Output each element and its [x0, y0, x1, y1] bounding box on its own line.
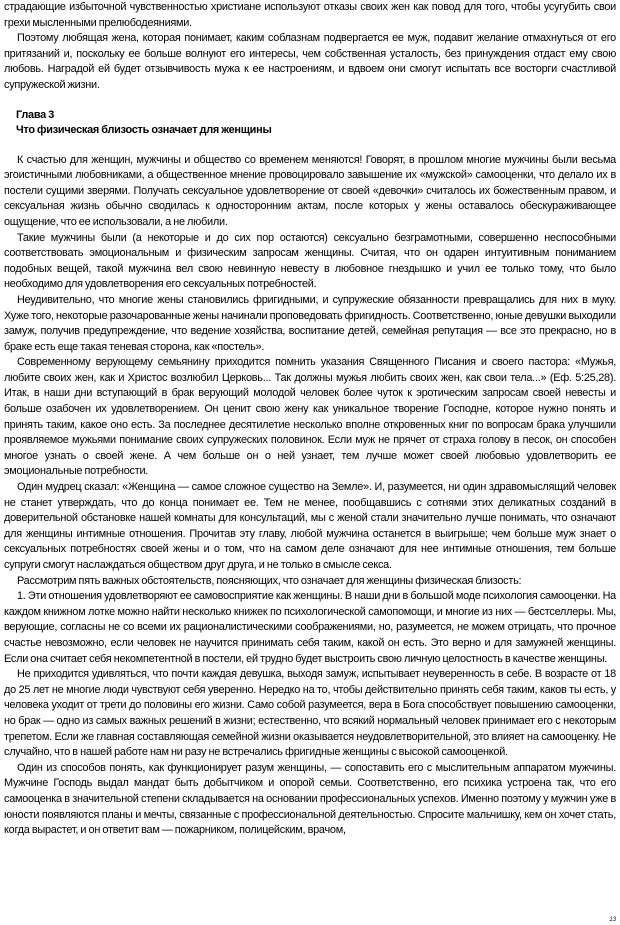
paragraph: Неудивительно, что многие жены становились фригидными, и супружеские обязанности превращались для них в муку. Хуже того, некоторые разочарованные жены начинали проповедовать фригидность. Соответственно, юные девушки выходили замуж, получив предупреждение, что ведение хозяйства, воспитание детей, семейная репутация — все это прекрасно, но в браке есть еще такая теневая сторона, как «постель». — [4, 293, 616, 353]
chapter-title: Что физическая близость означает для женщины — [16, 123, 272, 136]
paragraph: Такие мужчины были (а некоторые и до сих пор остаются) сексуально безграмотными, совершенно неспособными соответствовать эмоциональным и физическим запросам женщины. Считая, что он одарен интуитивным пониманием подобных вещей, такой мужчина вел свою невинную невесту в любовное гнездышко и учил ее только тому, что было необходимо для удовлетворения его сексуальных потребностей. — [4, 231, 616, 291]
paragraph: Один из способов понять, как функционирует разум женщины, — сопоставить его с мыслительным аппаратом мужчины. Мужчине Господь выдал мандат быть добытчиком и опорой семьи. Соответственно, его психика устроена так, что его самооценка в значительной степени складывается на основании профессиональных успехов. Именно поэтому у мужчин уже в юности появляются планы и мечты, связанные с профессиональной деятельностью. Спросите мальчишку, кем он хочет стать, когда вырастет, и он ответит вам — пожарником, полицейским, врачом, — [4, 761, 616, 837]
page-number: 13 — [609, 917, 616, 923]
document-page — [4, 0, 616, 839]
paragraph: К счастью для женщин, мужчины и общество со временем меняются! Говорят, в прошлом многие мужчины были весьма эгоистичными любовниками, а общественное мнение провоцировало завышение их «мужской» самооценки, что делало их в постели сущими зверями. Получать сексуальное удовлетворение от своей «девочки» считалось их божественным правом, и сексуальная жизнь обычно сводилась к односторонним актам, после которых у жены оставалось обескураживающее ощущение, что ее использовали, а не любили. — [4, 153, 616, 228]
chapter-label: Глава 3 — [16, 108, 55, 121]
paragraph: 1. Эти отношения удовлетворяют ее самовосприятие как женщины. В наши дни в большой моде психология самооценки. На каждом книжном лотке можно найти несколько книжек по психологической самопомощи, и многие из них — бестселлеры. Мы, верующие, согласны не со всеми их рационалистическими соображениями, но, разумеется, не можем отрицать, что прочное счастье невозможно, если человек не научится принимать себя таким, какой он есть. Это верно и для замужней женщины. Если она считает себя некомпетентной в постели, ей трудно будет выстроить свою личную целостность в качестве женщины. — [4, 590, 616, 665]
paragraph: Рассмотрим пять важных обстоятельств, поясняющих, что означает для женщины физическая близость: — [17, 574, 522, 587]
paragraph: страдающие избыточной чувственностью христиане используют отказы своих жен как повод для того, чтобы усугубить свои грехи мысленными прелюбодеяниями. — [4, 1, 616, 29]
paragraph: Один мудрец сказал: «Женщина — самое сложное существо на Земле». И, разумеется, ни один здравомыслящий человек не станет утверждать, что до конца понимает ее. Тем не менее, пообщавшись с сотнями этих деликатных созданий в доверительной обстановке нашей комнаты для консультаций, мы с женой стали значительно лучше понимать, что означают для женщины интимные отношения. Прочитав эту главу, любой мужчина останется в выигрыше; чем больше муж знает о сексуальных потребностях своей жены и о том, что на самом деле означают для нее интимные отношения, тем больше супруги смогут наслаждаться обществом друг друга, и не только в смысле секса. — [4, 481, 616, 571]
paragraph: Не приходится удивляться, что почти каждая девушка, выходя замуж, испытывает неуверенность в себе. В возрасте от 18 до 25 лет не многие люди чувствуют себя уверенно. Нередко на то, чтобы действительно принять себя таким, каков ты есть, у человека уходит от трети до половины его жизни. Само собой разумеется, вера в Бога способствует повышению самооценки, но брак — одно из самых важных решений в жизни; естественно, что всякий нормальный человек принимает его с некоторым трепетом. Если же главная составляющая семейной жизни оказывается неудовлетворительной, это влияет на самооценку. Не случайно, что в нашей работе нам ни разу не встречались фригидные женщины с высокой самооценкой. — [4, 668, 616, 759]
paragraph: Современному верующему семьянину приходится помнить указания Священного Писания и своего пастора: «Мужья, любите своих жен, как и Христос возлюбил Церковь... Так должны мужья любить своих жен, как свои тела...» (Еф. 5:25,28). Итак, в наши дни вступающий в брак верующий молодой человек более чуток к эротическим запросам своей невесты и больше озабочен их удовлетворением. Он ценит свою жену как уникальное творение Господне, которое нужно понять и принять таким, какое оно есть. За последнее десятилетие несколько вполне откровенных книг по вопросам брака улучшили проявляемое мужьями понимание своих супружеских половинок. Если муж не прячет от страха голову в песок, он способен многое узнать о своей жене. А чем больше он о ней узнает, тем лучше может своей любовью удовлетворить ее эмоциональные потребности. — [4, 356, 616, 478]
paragraph: Поэтому любящая жена, которая понимает, каким соблазнам подвергается ее муж, подавит желание отмахнуться от его притязаний и, поскольку ее больше волнуют его интересы, чем собственная усталость, без принуждения отдаст ему свою любовь. Наградой ей будет отзывчивость мужа к ее настроениям, и вдвоем они смогут испытать все восторги счастливой супружеской жизни. — [4, 32, 616, 91]
